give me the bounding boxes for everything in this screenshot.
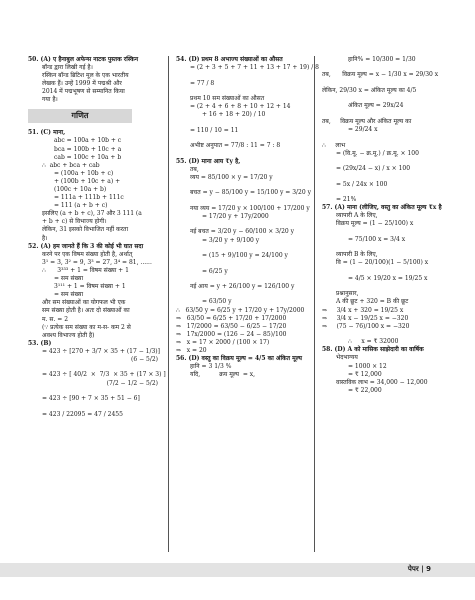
text-line [176, 260, 308, 267]
text-line: 56. (D) वस्तु का विक्रय मूल्य = 4/5 का अंकित मूल्य [176, 355, 302, 363]
bottom-margin [0, 577, 475, 600]
column-divider [314, 56, 315, 552]
text-line: 2014 में पद्मभूषण से सम्मानित किया [42, 88, 125, 96]
text-line: नई आय = y + 26/100 y = 126/100 y [190, 282, 295, 290]
text-line: 50. (A) ए हैनाबुल अफेन्स नाटक पुस्तक रस्किन [28, 56, 139, 63]
text-line: = 17/20 y + 17y/2000 [202, 212, 269, 220]
text-line [322, 134, 452, 141]
text-line [322, 228, 452, 235]
text-line: = (15 + 9)/100 y = 24/100 y [202, 252, 288, 260]
text-line: = 21% [336, 196, 357, 204]
text-line: (100c + 10a + b) [54, 186, 107, 194]
text-line: = 29/24 x [348, 126, 378, 134]
text-line: लेकिन, 29/30 x = अंकित मूल्य का 4/5 [322, 86, 417, 94]
text-line: 53. (B) [28, 339, 52, 347]
text-line [176, 182, 308, 189]
text-line: 54. (D) प्रथम 8 अभाज्य संख्याओं का औसत [176, 56, 283, 63]
text-line: ⇒ 3/4 x − 19/25 x = −320 [322, 314, 409, 322]
right-column [322, 56, 452, 395]
text-line: लेखक हैं। उन्हें 1999 में पद्मश्री और [42, 80, 122, 88]
text-line: = सम संख्या [54, 275, 84, 283]
text-line: ∴ 3³³³ + 1 = विषम संख्या + 1 [42, 266, 129, 274]
text-line: ⇒ 63/50 = 6/25 + 17/20 + 17/2000 [176, 314, 287, 322]
page-footer [0, 563, 475, 577]
text-line: करने पर एक विषम संख्या होती है, अर्थात् [42, 250, 133, 258]
text-line: हानि% = 10/300 = 1/30 [348, 56, 416, 63]
text-line [176, 197, 308, 204]
text-line: हानि = 3 1/3 % [190, 363, 232, 371]
text-line: 3¹ = 3, 3² = 9, 3³ = 27, 3⁴ = 81, ...... [42, 258, 152, 266]
text-line [176, 276, 308, 283]
text-line: बॉन्ड द्वारा लिखी गई है। [42, 64, 93, 72]
text-line: = 4/5 × 19/20 x = 19/25 x [348, 274, 428, 282]
text-line: व्यय = 85/100 × y = 17/20 y [190, 173, 273, 181]
text-line: है। [42, 234, 48, 242]
text-line: नई बचत = 3/20 y − 60/100 × 3/20 y [190, 228, 295, 236]
page-number: पेपर | 9 [407, 565, 431, 573]
text-line: तब, [190, 165, 199, 173]
column-divider [168, 56, 169, 552]
text-line: ⇒ 17/2000 = 63/50 − 6/25 − 17/20 [176, 322, 287, 330]
text-line: व्यापारी B के लिए, [336, 251, 378, 259]
text-line: ⇒ 3/4 x + 320 = 19/25 x [322, 306, 404, 314]
text-line [322, 268, 452, 275]
text-line: ∴ x = ₹ 32000 [348, 338, 399, 346]
text-line [28, 403, 158, 410]
text-line: = 423 / 22095 = 47 / 2455 [42, 410, 123, 418]
text-line: वि = (1 − 20/100)(1 − 5/100) x [336, 259, 429, 267]
text-line: तब, विक्रय मूल्य = x − 1/30 x = 29/30 x [322, 71, 439, 79]
text-line: ∴ 63/50 y = 6/25 y + 17/20 y + 17y/2000 [176, 306, 305, 314]
text-line: = 423 ÷ [90 + 7 × 35 + 51 − 6] [42, 395, 140, 403]
text-line: = ₹ 12,000 [348, 370, 382, 378]
text-line [176, 88, 308, 95]
text-line [28, 388, 158, 395]
text-line [322, 111, 452, 118]
text-line: = 423 ÷ [270 + 3/7 × 35 + (17 − 1/3)] [42, 347, 160, 355]
text-line: = 111a + 111b + 111c [54, 194, 124, 202]
text-line: ∴ abc + bca + cab [42, 161, 100, 169]
text-line: 58. (D) A को मासिक साझेदारी का वार्षिक [322, 346, 424, 354]
text-line: A की छूट + 320 = B की छूट [336, 298, 409, 306]
text-line: = 6/25 y [202, 267, 228, 275]
text-line [176, 291, 308, 298]
text-line [322, 331, 452, 338]
text-line: cab = 100c + 10a + b [54, 153, 122, 161]
text-line: अंकित मूल्य = 29x/24 [348, 102, 404, 110]
text-line: = 3/20 y + 9/100 y [202, 236, 260, 244]
text-line: (∵ प्रत्येक सम संख्या का म-स- कम 2 से [42, 323, 131, 331]
text-line: = ₹ 22,000 [348, 386, 382, 394]
text-line: प्रथम 10 सम संख्याओं का औसत [190, 95, 265, 103]
text-line: विक्रय मूल्य = (1 − 25/100) x [336, 220, 414, 228]
text-line [176, 245, 308, 252]
text-line: + b + c) से विभाज्य होगी। [42, 218, 107, 226]
text-line: अवश्य विभाज्य होती है) [42, 331, 95, 339]
text-line: सम संख्या होती है। अतः दो संख्याओं का [42, 307, 130, 315]
text-line [176, 72, 308, 79]
text-line: म. स. = 2 [42, 315, 69, 323]
text-line: + (100b + 10c + a) + [54, 177, 121, 185]
text-line: बचत = y − 85/100 y = 15/100 y = 3/20 y [190, 189, 311, 197]
text-line: ⇒ x = 17 × 2000 / (100 × 17) [176, 338, 270, 346]
text-line: ⇒ (75 − 76)/100 x = −320 [322, 322, 410, 330]
left-column [28, 56, 166, 419]
text-line: इसलिए (a + b + c), 37 और 3 111 (a [42, 210, 142, 218]
text-line: (6 − 5/2) [131, 355, 158, 363]
text-line: रस्किन बॉन्ड ब्रिटिश मूल के एक भारतीय [42, 72, 129, 80]
text-line [176, 119, 308, 126]
text-line: ∴ लाभ [322, 141, 346, 149]
text-line: = 423 ÷ [ 40/2 × 7/3 × 35 + (17 × 3) ] [42, 371, 166, 379]
text-line: = (वि.मू. − क्र.मू.) / क्र.मू. × 100 [336, 149, 419, 157]
text-line: = (2 + 4 + 6 + 8 + 10 + 12 + 14 [190, 103, 291, 111]
text-line: = 75/100 x = 3/4 x [348, 235, 406, 243]
text-line: तब, विक्रय मूल्य और अंकित मूल्य का [322, 117, 412, 125]
text-line: = (29x/24 − x) / x × 100 [336, 165, 411, 173]
text-line: अभीष्ट अनुपात = 77/8 : 11 = 7 : 8 [190, 142, 281, 150]
text-line: bca = 100b + 10c + a [54, 145, 122, 153]
section-heading: गणित [28, 109, 132, 124]
text-line: = (2 + 3 + 5 + 7 + 11 + 13 + 17 + 19) / 8 [190, 64, 319, 72]
middle-column [176, 56, 319, 379]
text-line: = 5x / 24x × 100 [336, 180, 388, 188]
text-line [28, 364, 158, 371]
text-line [322, 189, 452, 196]
text-line: लेकिन, 31 इसको विभाजित नहीं करता [42, 226, 128, 234]
text-line: 51. (C) माना, [28, 129, 66, 137]
text-line [322, 158, 452, 165]
text-line: (7/2 − 1/2 − 5/2) [106, 379, 158, 387]
text-line [322, 80, 452, 87]
text-line: गया है। [42, 96, 58, 104]
text-line: + 16 + 18 + 20) / 10 [202, 111, 266, 119]
text-line: = 1000 × 12 [348, 362, 387, 370]
text-line: 57. (A) माना (लीजिए, वस्तु का अंकित मूल्य ₹x है [322, 204, 442, 212]
text-line: वास्तविक लाभ = 34,000 − 12,000 [336, 378, 428, 386]
text-line: ⇒ x = 20 [176, 347, 207, 355]
text-line: = 110 / 10 = 11 [190, 126, 239, 134]
text-line: 55. (D) माना आय ₹y है, [176, 157, 241, 165]
text-line: = 63/50 y [202, 298, 232, 306]
text-line: 52. (A) हम जानते हैं कि 3 की कोई भी घात सदा [28, 242, 144, 250]
text-line: प्रश्नानुसार, [336, 290, 359, 298]
text-line: abc = 100a + 10b + c [54, 137, 122, 145]
text-line: ⇒ 17x/2000 = (126 − 24 − 85)/100 [176, 330, 287, 338]
text-line: = (100a + 10b + c) [54, 169, 114, 177]
text-line: और सम संख्याओं का योगफल भी एक [42, 299, 126, 307]
text-line: व्यापारी A के लिए, [336, 212, 378, 220]
text-line: = 77 / 8 [190, 79, 215, 87]
text-line [176, 150, 308, 157]
text-line [322, 173, 452, 180]
text-line: नया व्यय = 17/20 y × 100/100 + 17/200 y [190, 204, 310, 212]
text-line: भेदभाग्यय [336, 354, 358, 362]
text-line [322, 283, 452, 290]
text-line: = 111 (a + b + c) [54, 202, 108, 210]
text-line: = सम संख्या [54, 291, 84, 299]
text-line: यदि, क्रय मूल्य = x, [190, 371, 256, 379]
text-line: 3¹¹¹ + 1 = विषम संख्या + 1 [54, 283, 126, 291]
